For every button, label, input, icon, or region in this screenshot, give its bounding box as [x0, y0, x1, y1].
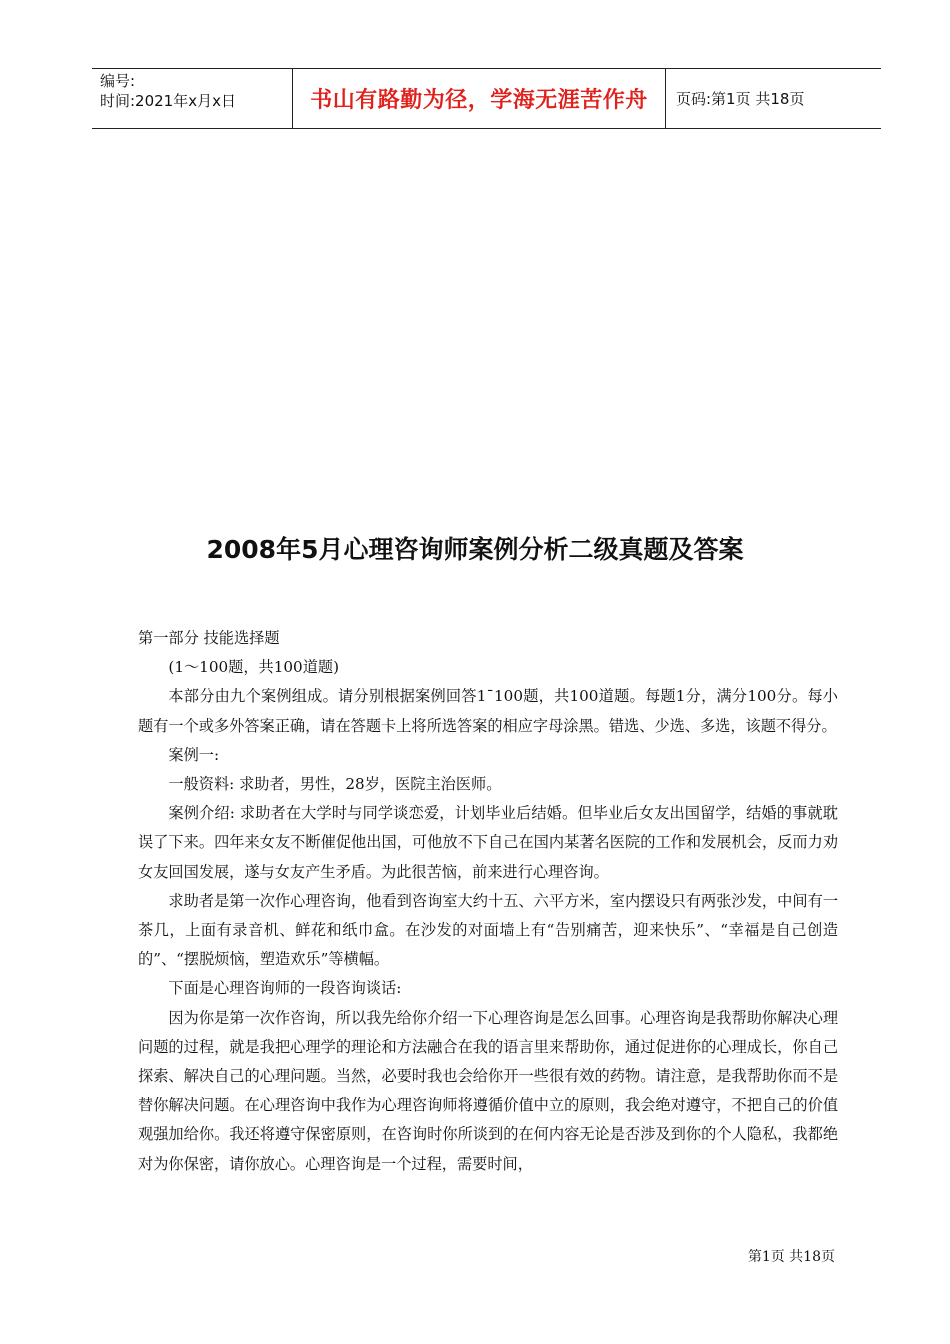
paragraph: 第一部分 技能选择题 [138, 629, 280, 647]
header-table [92, 68, 881, 129]
header-time-label: 时间:2021年x月x日 [100, 92, 236, 110]
header-number-label: 编号: [100, 72, 136, 90]
paragraph: 下面是心理咨询师的一段咨询谈话: [168, 979, 402, 998]
paragraph: 求助者是第一次作心理咨询，他看到咨询室大约十五、六平方米，室内摆设只有两张沙发，中间有一茶几，上面有录音机、鲜花和纸巾盒。在沙发的对面墙上有“告别痛苦，迎来快乐”、“幸福是自己创造的”、“摆脱烦恼，塑造欢乐”等横幅。 [138, 891, 838, 969]
paragraph: (1～100题，共100道题) [168, 658, 340, 677]
header-motto: 书山有路勤为径，学海无涯苦作舟 [293, 69, 666, 128]
document-body [138, 624, 838, 1179]
paragraph: 案例一: [168, 745, 220, 764]
header-left-cell [92, 69, 293, 128]
paragraph: 本部分由九个案例组成。请分别根据案例回答1¯100题，共100道题。每题1分，满分100分。每小题有一个或多外答案正确，请在答题卡上将所选答案的相应字母涂黑。错选、少选、多选，该题不得分。 [138, 687, 838, 735]
paragraph: 案例介绍: 求助者在大学时与同学谈恋爱，计划毕业后结婚。但毕业后女友出国留学，结婚的事就耽误了下来。四年来女友不断催促他出国，可他放不下自己在国内某著名医院的工作和发展机会，反而力劝女友回国发展，遂与女友产生矛盾。为此很苦恼，前来进行心理咨询。 [138, 804, 838, 881]
page-footer: 第1页 共18页 [747, 1249, 835, 1265]
paragraph: 因为你是第一次作咨询，所以我先给你介绍一下心理咨询是怎么回事。心理咨询是我帮助你解决心理问题的过程，就是我把心理学的理论和方法融合在我的语言里来帮助你，通过促进你的心理成长，你自己探索、解决自己的心理问题。当然，必要时我也会给你开一些很有效的药物。请注意，是我帮助你而不是替你解决问题。在心理咨询中我作为心理咨询师将遵循价值中立的原则，我会绝对遵守，不把自己的价值观强加给你。我还将遵守保密原则，在咨询时你所谈到的在何内容无论是否涉及到你的个人隐私，我都绝对为你保密，请你放心。心理咨询是一个过程，需要时间， [138, 1008, 838, 1173]
header-page-label: 页码:第1页 共18页 [676, 90, 805, 108]
document-title: 2008年5月心理咨询师案例分析二级真题及答案 [206, 535, 744, 564]
paragraph: 一般资料: 求助者，男性，28岁，医院主治医师。 [168, 775, 502, 794]
